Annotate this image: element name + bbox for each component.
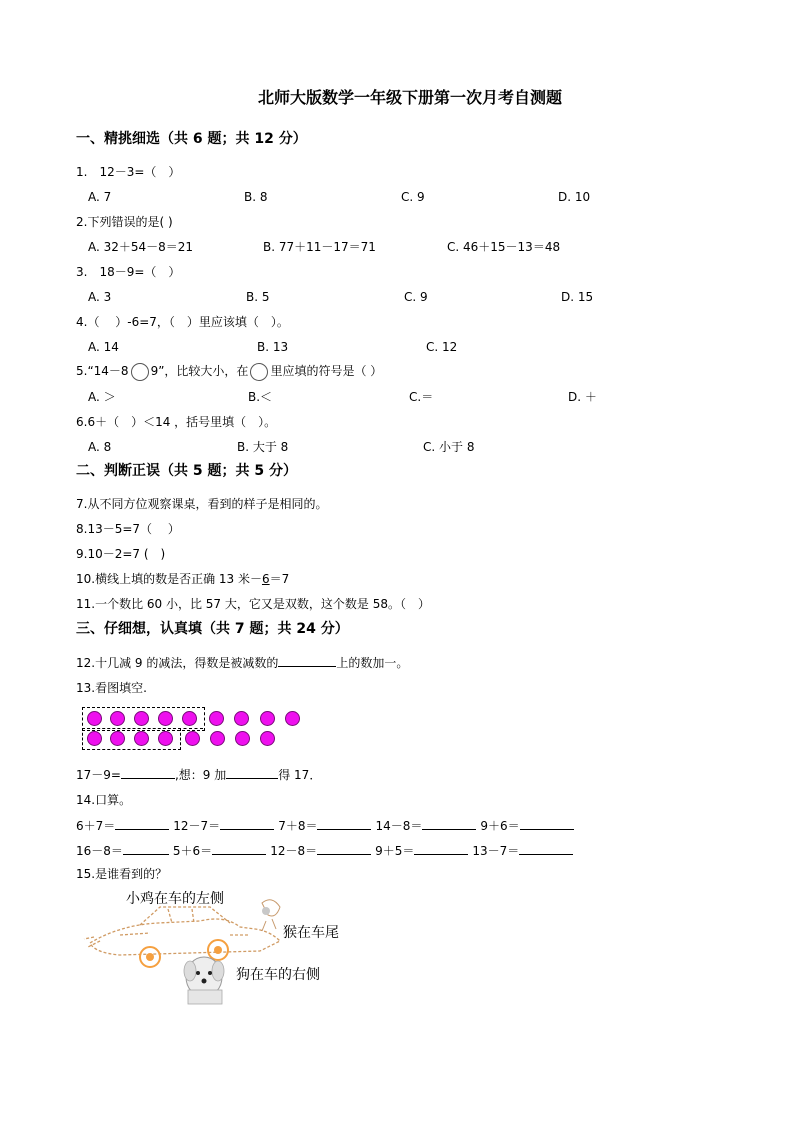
dot	[134, 711, 149, 726]
question-7: 7.从不同方位观察课桌，看到的样子是相同的。	[76, 497, 328, 511]
q3-option-d[interactable]: D. 15	[561, 290, 594, 304]
q6-option-c[interactable]: C. 小于 8	[423, 440, 475, 454]
question-1-stem: 1. 12－3=（ ）	[76, 165, 181, 179]
calc-item: 12－7＝	[173, 819, 221, 833]
question-3-stem: 3. 18－9=（ ）	[76, 265, 181, 279]
compare-circle-icon	[131, 363, 149, 381]
question-9: 9.10－2=7 ( )	[76, 547, 166, 561]
calc-row-1	[76, 817, 574, 834]
section-heading-1: 一、精挑细选（共 6 题；共 12 分）	[76, 131, 307, 147]
chick-label: 小鸡在车的左侧	[126, 891, 224, 907]
q10-underlined-number: 6	[261, 572, 270, 586]
section-heading-2: 二、判断正误（共 5 题；共 5 分）	[76, 463, 297, 479]
dog-icon	[184, 957, 224, 1004]
q5-option-b[interactable]: B.＜	[248, 390, 273, 404]
calc-item: 16－8＝	[76, 844, 123, 858]
question-13-stem: 13.看图填空.	[76, 681, 147, 695]
q5-stem-part-2: 9”，比较大小，在	[150, 364, 249, 378]
dot	[134, 731, 149, 746]
q12-text-end: 上的数加一。	[336, 656, 409, 670]
q6-option-a[interactable]: A. 8	[88, 440, 112, 454]
q3-option-a[interactable]: A. 3	[88, 290, 112, 304]
dashed-box-link	[178, 728, 203, 729]
calc-item: 9＋5＝	[375, 844, 415, 858]
calc-item: 9＋6＝	[480, 819, 520, 833]
q3-option-c[interactable]: C. 9	[404, 290, 428, 304]
q4-option-b[interactable]: B. 13	[257, 340, 289, 354]
q1-option-a[interactable]: A. 7	[88, 190, 112, 204]
question-4-stem: 4.（ ）-6=7，（ ）里应该填（ ）。	[76, 315, 289, 329]
question-5-stem	[76, 362, 382, 381]
dog-label: 狗在车的右侧	[236, 967, 320, 983]
question-12	[76, 654, 408, 671]
monkey-label: 猴在车尾	[283, 925, 339, 941]
observation-picture	[80, 885, 360, 1010]
calc-item: 13－7＝	[472, 844, 520, 858]
calc-item: 14－8＝	[375, 819, 423, 833]
dot	[182, 711, 197, 726]
q2-option-c[interactable]: C. 46＋15－13＝48	[447, 240, 561, 254]
dot	[260, 711, 275, 726]
calc-answer-blank[interactable]	[317, 817, 371, 830]
dot	[285, 711, 300, 726]
dot	[158, 711, 173, 726]
calc-answer-blank[interactable]	[317, 842, 371, 855]
q10-text: 10.横线上填的数是否正确 13 米－	[76, 572, 262, 586]
q4-option-c[interactable]: C. 12	[426, 340, 458, 354]
q1-option-c[interactable]: C. 9	[401, 190, 425, 204]
calc-answer-blank[interactable]	[115, 817, 169, 830]
q5-option-a[interactable]: A. ＞	[88, 390, 116, 404]
calc-item: 7＋8＝	[278, 819, 318, 833]
section-heading-3: 三、仔细想，认真填（共 7 题；共 24 分）	[76, 621, 349, 637]
calc-item: 5＋6＝	[172, 844, 213, 858]
q5-stem-part-1: 5.“14－8	[76, 364, 129, 378]
q12-text: 12.十几减 9 的减法，得数是被减数的	[76, 656, 279, 670]
calc-answer-blank[interactable]	[220, 817, 274, 830]
dot	[110, 731, 125, 746]
page-title: 北师大版数学一年级下册第一次月考自测题	[258, 88, 563, 107]
dot	[235, 731, 250, 746]
q12-answer-blank[interactable]	[278, 654, 336, 667]
calc-row-2	[76, 842, 573, 859]
q1-option-d[interactable]: D. 10	[558, 190, 591, 204]
dot	[110, 711, 125, 726]
q5-option-c[interactable]: C.＝	[409, 390, 434, 404]
dot	[260, 731, 275, 746]
calc-answer-blank[interactable]	[414, 842, 468, 855]
q5-stem-part-3: 里应填的符号是（ ）	[270, 364, 383, 378]
calc-answer-blank[interactable]	[519, 842, 573, 855]
q3-option-b[interactable]: B. 5	[246, 290, 270, 304]
dot	[185, 731, 200, 746]
dot	[87, 711, 102, 726]
q4-option-a[interactable]: A. 14	[88, 340, 119, 354]
question-6-stem: 6.6＋（ ）＜14 ，括号里填（ ）。	[76, 415, 277, 429]
calc-answer-blank[interactable]	[422, 817, 476, 830]
calc-answer-blank[interactable]	[123, 842, 169, 855]
q2-option-a[interactable]: A. 32＋54－8＝21	[88, 240, 194, 254]
question-13-equation	[76, 766, 321, 783]
q13-answer-blank-1[interactable]	[121, 766, 175, 779]
question-10	[76, 571, 289, 587]
question-8: 8.13－5=7（ ）	[76, 522, 180, 536]
question-15-stem: 15.是谁看到的？	[76, 867, 168, 881]
calc-answer-blank[interactable]	[212, 842, 266, 855]
calc-item: 6＋7＝	[76, 819, 116, 833]
question-14-stem: 14.口算。	[76, 793, 132, 807]
q10-text-end: ＝7	[269, 572, 290, 586]
question-11: 11.一个数比 60 小，比 57 大，它又是双数，这个数是 58。（ ）	[76, 597, 430, 611]
q2-option-b[interactable]: B. 77＋11－17＝71	[263, 240, 376, 254]
compare-circle-icon	[250, 363, 268, 381]
dot	[87, 731, 102, 746]
q5-option-d[interactable]: D. ＋	[568, 390, 597, 404]
dot	[209, 711, 224, 726]
question-2-stem: 2.下列错误的是( )	[76, 215, 173, 229]
q13-eq-text-2: ,想：9 加	[174, 768, 227, 782]
q13-answer-blank-2[interactable]	[226, 766, 278, 779]
monkey-sketch-icon	[262, 907, 270, 915]
calc-item: 12－8＝	[270, 844, 318, 858]
q6-option-b[interactable]: B. 大于 8	[237, 440, 289, 454]
q13-eq-text-3: 得 17．	[278, 768, 322, 782]
calc-answer-blank[interactable]	[520, 817, 574, 830]
dot	[210, 731, 225, 746]
dot	[158, 731, 173, 746]
q13-eq-text: 17－9=	[76, 768, 121, 782]
dot	[234, 711, 249, 726]
q1-option-b[interactable]: B. 8	[244, 190, 268, 204]
